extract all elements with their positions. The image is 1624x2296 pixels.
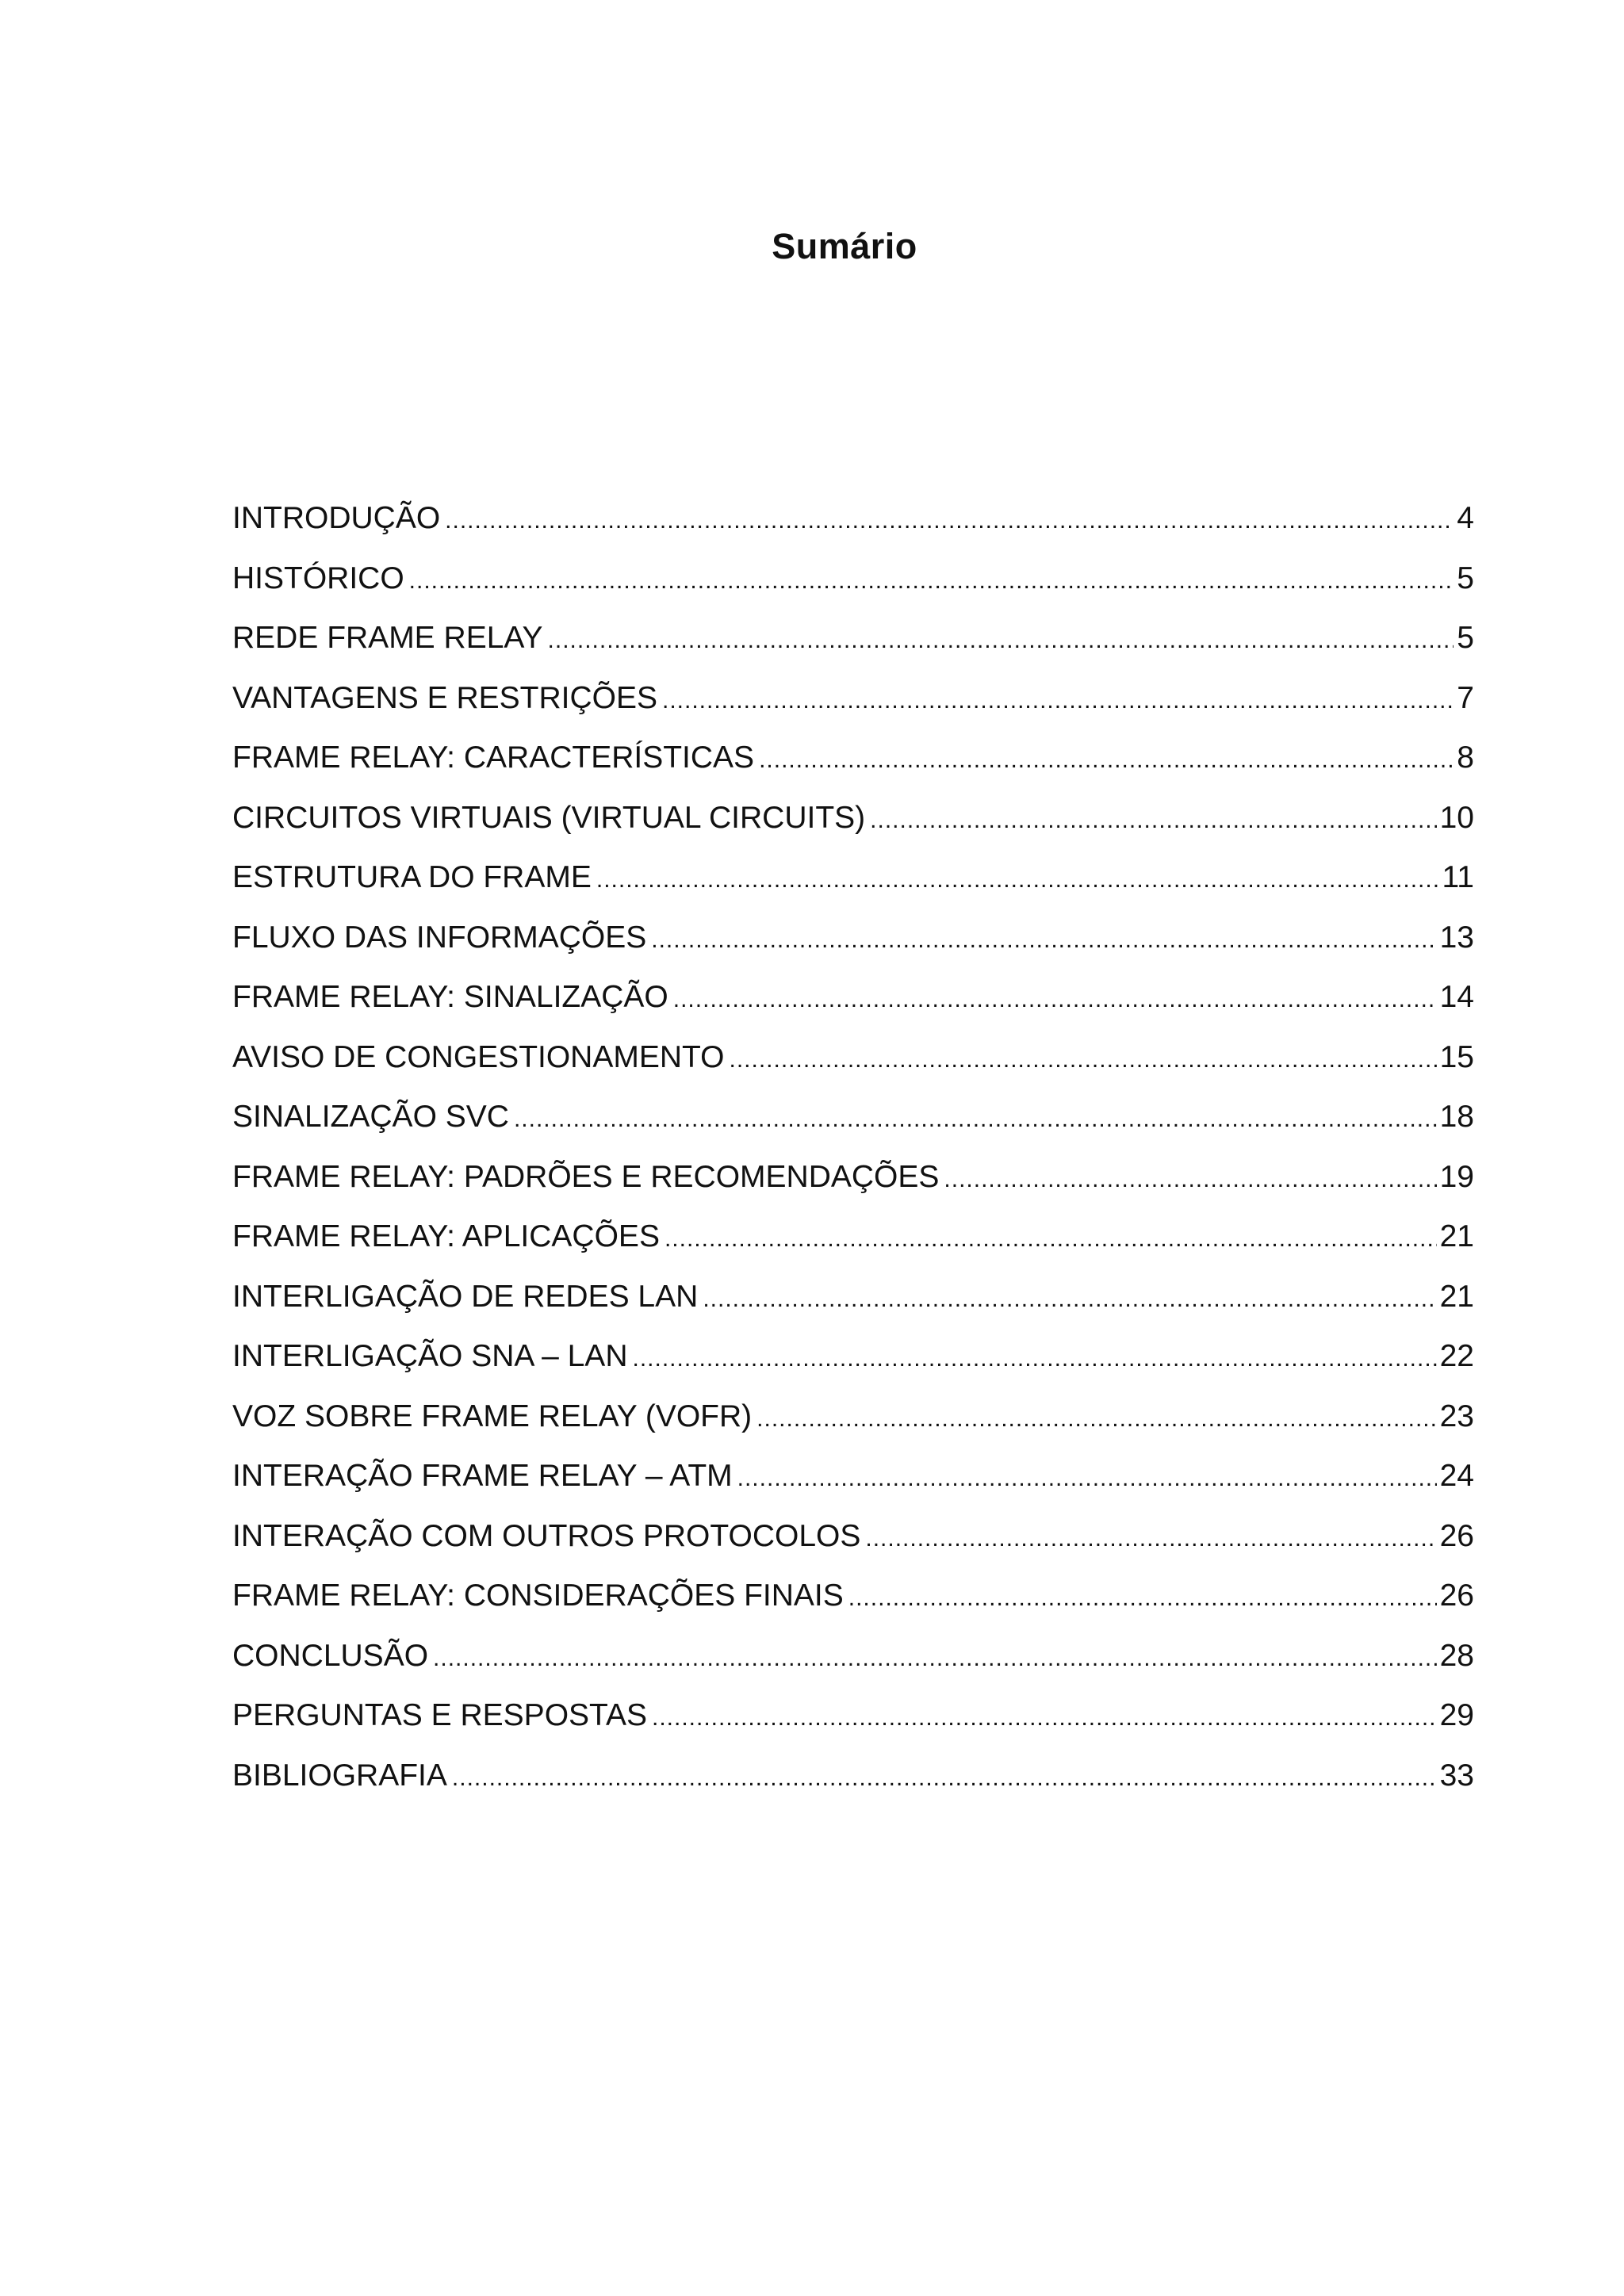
toc-entry-label[interactable]: VANTAGENS E RESTRIÇÕES	[232, 680, 657, 715]
toc-dot-leader	[409, 559, 1454, 603]
toc-dot-leader	[944, 1158, 1436, 1202]
toc-entry-page-number[interactable]: 33	[1439, 1758, 1474, 1793]
toc-entry-page-number[interactable]: 5	[1457, 561, 1474, 595]
toc-entry-page-number[interactable]: 23	[1439, 1399, 1474, 1433]
toc-entry-label[interactable]: FRAME RELAY: CONSIDERAÇÕES FINAIS	[232, 1578, 844, 1613]
toc-entry-label[interactable]: FLUXO DAS INFORMAÇÕES	[232, 920, 647, 955]
toc-entry[interactable]	[232, 1514, 1474, 1575]
toc-dot-leader	[596, 858, 1439, 902]
toc-entry-page-number[interactable]: 24	[1439, 1459, 1474, 1493]
toc-dot-leader	[548, 618, 1454, 663]
toc-entry[interactable]	[232, 557, 1474, 617]
toc-entry-page-number[interactable]: 21	[1439, 1219, 1474, 1253]
toc-entry-page-number[interactable]: 22	[1439, 1339, 1474, 1373]
toc-dot-leader	[652, 1696, 1437, 1740]
toc-entry-page-number[interactable]: 21	[1439, 1279, 1474, 1314]
toc-dot-leader	[514, 1097, 1437, 1142]
toc-entry[interactable]	[232, 1754, 1474, 1814]
toc-entry[interactable]	[232, 616, 1474, 676]
toc-entry-label[interactable]: INTERLIGAÇÃO SNA – LAN	[232, 1339, 628, 1373]
toc-entry-label[interactable]: FRAME RELAY: PADRÕES E RECOMENDAÇÕES	[232, 1159, 940, 1194]
toc-entry[interactable]	[232, 1574, 1474, 1634]
toc-entry-page-number[interactable]: 26	[1439, 1578, 1474, 1613]
toc-entry-label[interactable]: REDE FRAME RELAY	[232, 621, 543, 655]
toc-entry-label[interactable]: ESTRUTURA DO FRAME	[232, 860, 592, 894]
toc-entry[interactable]	[232, 736, 1474, 796]
toc-dot-leader	[665, 1217, 1437, 1261]
toc-entry-label[interactable]: PERGUNTAS E RESPOSTAS	[232, 1698, 647, 1732]
toc-entry-page-number[interactable]: 5	[1457, 621, 1474, 655]
toc-entry[interactable]	[232, 676, 1474, 737]
toc-dot-leader	[433, 1636, 1437, 1681]
toc-dot-leader	[870, 798, 1436, 843]
toc-entry[interactable]	[232, 1155, 1474, 1215]
toc-entry-page-number[interactable]: 28	[1439, 1638, 1474, 1673]
toc-dot-leader	[737, 1456, 1437, 1501]
toc-entry-label[interactable]: AVISO DE CONGESTIONAMENTO	[232, 1039, 725, 1074]
toc-dot-leader	[759, 738, 1454, 783]
toc-dot-leader	[651, 918, 1436, 962]
toc-entry[interactable]	[232, 1454, 1474, 1514]
toc-entry-page-number[interactable]: 18	[1439, 1100, 1474, 1134]
toc-entry-page-number[interactable]: 7	[1457, 680, 1474, 715]
toc-entry-label[interactable]: CIRCUITOS VIRTUAIS (VIRTUAL CIRCUITS)	[232, 800, 866, 835]
toc-dot-leader	[452, 1756, 1437, 1800]
toc-entry-label[interactable]: INTERAÇÃO COM OUTROS PROTOCOLOS	[232, 1518, 861, 1553]
toc-entry[interactable]	[232, 1035, 1474, 1096]
toc-entry[interactable]	[232, 1395, 1474, 1455]
toc-entry[interactable]	[232, 1634, 1474, 1694]
toc-entry-page-number[interactable]: 29	[1439, 1698, 1474, 1732]
toc-entry-label[interactable]: BIBLIOGRAFIA	[232, 1758, 447, 1793]
toc-entry[interactable]	[232, 855, 1474, 916]
toc-entry[interactable]	[232, 1095, 1474, 1155]
toc-entry[interactable]	[232, 496, 1474, 557]
toc-entry-label[interactable]: FRAME RELAY: APLICAÇÕES	[232, 1219, 660, 1253]
toc-entry[interactable]	[232, 975, 1474, 1035]
toc-dot-leader	[865, 1517, 1436, 1561]
toc-entry-label[interactable]: VOZ SOBRE FRAME RELAY (VOFR)	[232, 1399, 753, 1433]
toc-entry-page-number[interactable]: 26	[1439, 1518, 1474, 1553]
toc-dot-leader	[633, 1337, 1437, 1381]
toc-entry[interactable]	[232, 1693, 1474, 1754]
toc-entry-page-number[interactable]: 13	[1439, 920, 1474, 955]
toc-dot-leader	[756, 1397, 1436, 1441]
toc-entry-page-number[interactable]: 15	[1439, 1039, 1474, 1074]
toc-entry-label[interactable]: FRAME RELAY: CARACTERÍSTICAS	[232, 740, 755, 775]
toc-dot-leader	[662, 679, 1454, 723]
toc-entry-page-number[interactable]: 14	[1439, 980, 1474, 1014]
toc-dot-leader	[445, 499, 1454, 543]
toc-entry-page-number[interactable]: 10	[1439, 800, 1474, 835]
toc-entry[interactable]	[232, 916, 1474, 976]
table-of-contents	[232, 496, 1474, 1813]
toc-entry-page-number[interactable]: 4	[1457, 501, 1474, 535]
toc-entry-page-number[interactable]: 8	[1457, 740, 1474, 775]
toc-entry[interactable]	[232, 1275, 1474, 1335]
toc-entry-label[interactable]: CONCLUSÃO	[232, 1638, 429, 1673]
toc-entry-label[interactable]: INTRODUÇÃO	[232, 501, 441, 535]
toc-entry[interactable]	[232, 796, 1474, 856]
toc-entry-page-number[interactable]: 19	[1439, 1159, 1474, 1194]
toc-entry[interactable]	[232, 1215, 1474, 1275]
toc-dot-leader	[703, 1277, 1436, 1322]
toc-entry[interactable]	[232, 1334, 1474, 1395]
toc-entry-label[interactable]: FRAME RELAY: SINALIZAÇÃO	[232, 980, 668, 1014]
page-title: Sumário	[772, 226, 917, 266]
toc-entry-label[interactable]: SINALIZAÇÃO SVC	[232, 1100, 509, 1134]
toc-entry-label[interactable]: INTERLIGAÇÃO DE REDES LAN	[232, 1279, 699, 1314]
toc-dot-leader	[729, 1038, 1436, 1082]
toc-entry-label[interactable]: INTERAÇÃO FRAME RELAY – ATM	[232, 1459, 733, 1493]
toc-entry-label[interactable]: HISTÓRICO	[232, 561, 404, 595]
toc-dot-leader	[673, 978, 1437, 1022]
toc-dot-leader	[848, 1576, 1437, 1621]
toc-entry-page-number[interactable]: 11	[1442, 860, 1474, 894]
